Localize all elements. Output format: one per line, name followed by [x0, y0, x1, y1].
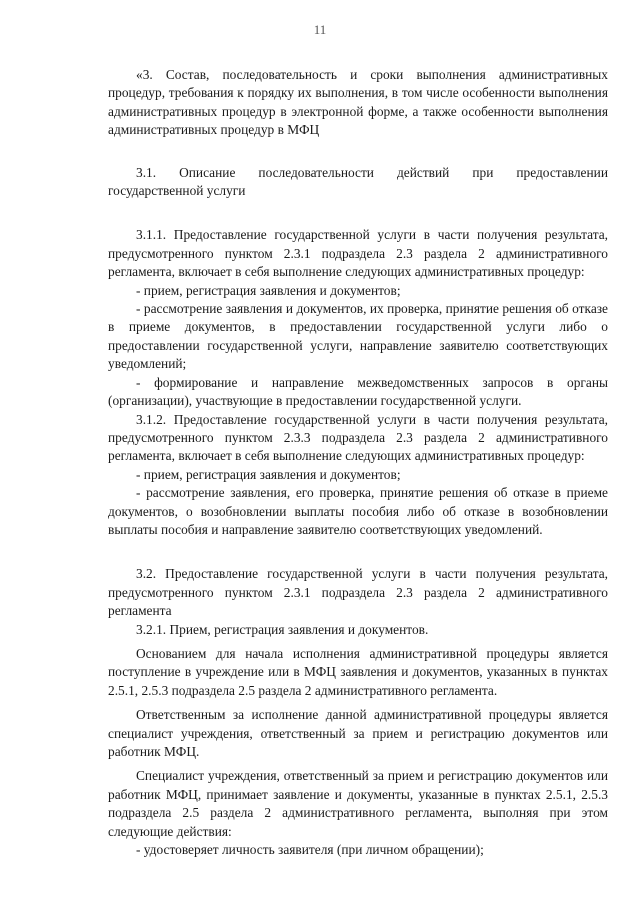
section-heading: «3. Состав, последовательность и сроки выполнения административных процедур, требования к порядку их выполнения, в том числе особенности выполнения административных процедур в электронной форме, а также особенности выполнения административных процедур в МФЦ [108, 67, 608, 138]
subsection-heading: 3.1. Описание последовательности действий при предоставлении государственной услуги [108, 164, 608, 199]
page-number: 11 [313, 22, 327, 37]
paragraph: Ответственным за исполнение данной административной процедуры является специалист учреждения, ответственный за прием и регистрацию документов или работник МФЦ. [108, 707, 608, 759]
paragraph: Специалист учреждения, ответственный за прием и регистрацию документов или работник МФЦ, принимает заявление и документы, указанные в пунктах 2.5.1, 2.5.3 подраздела 2.5 раздела 2 административного регламента, выполняя при этом следующие действия: [108, 768, 608, 839]
subsection-heading: 3.2. Предоставление государственной услуги в части получения результата, предусмотренного пунктом 2.3.1 подраздела 2.3 раздела 2 административного регламента [108, 566, 608, 619]
clause-heading: 3.2.1. Прием, регистрация заявления и документов. [136, 621, 429, 637]
paragraph: 3.1.2. Предоставление государственной услуги в части получения результата, предусмотренного пунктом 2.3.3 подраздела 2.3 раздела 2 административного регламента, включает в себя выполнение следующих административных процедур: [108, 411, 608, 464]
list-item: - прием, регистрация заявления и документов; [136, 466, 401, 482]
document-body [108, 66, 608, 859]
list-item: - прием, регистрация заявления и документов; [136, 282, 401, 298]
list-item: - удостоверяет личность заявителя (при личном обращении); [136, 842, 484, 858]
list-item: - рассмотрение заявления, его проверка, принятие решения об отказе в приеме документов, о возобновлении выплаты пособия либо об отказе в возобновлении выплаты пособия и направление заявителю соответствующих уведомлений. [108, 485, 608, 537]
list-item: - формирование и направление межведомственных запросов в органы (организации), участвующие в предоставлении государственной услуги. [108, 374, 608, 409]
list-item: - рассмотрение заявления и документов, их проверка, принятие решения об отказе в приеме документов, в предоставлении государственной услуги либо о предоставлении государственной услуги, направление заявителю соответствующих уведомлений; [108, 301, 608, 372]
paragraph: Основанием для начала исполнения административной процедуры является поступление в учреждение или в МФЦ заявления и документов, указанных в пунктах 2.5.1, 2.5.3 подраздела 2.5 раздела 2 административного регламента. [108, 645, 608, 698]
paragraph: 3.1.1. Предоставление государственной услуги в части получения результата, предусмотренного пунктом 2.3.1 подраздела 2.3 раздела 2 административного регламента, включает в себя выполнение следующих административных процедур: [108, 227, 608, 280]
